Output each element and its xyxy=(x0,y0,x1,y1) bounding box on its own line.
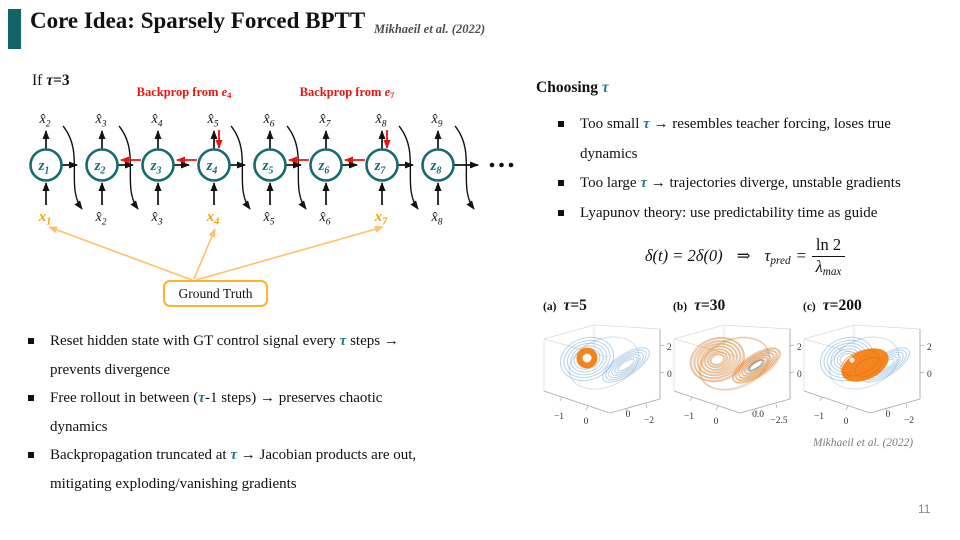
bullet-item xyxy=(558,110,958,169)
tick-label: 0.0 xyxy=(752,410,764,420)
bullet-marker-icon xyxy=(558,121,564,127)
plot-label-b: (b) τ=30 xyxy=(673,297,726,314)
formula-equals: = xyxy=(796,246,806,266)
bullet-item xyxy=(28,441,468,498)
predictability-time-formula xyxy=(590,236,900,279)
text-segment: τ xyxy=(563,297,571,314)
top-label: $x̂_3$ xyxy=(95,112,107,130)
node-label: $z_1$ xyxy=(38,158,50,177)
text-segment: τ xyxy=(230,447,238,463)
node-label: $z_4$ xyxy=(206,158,218,177)
text-segment: → trajectories diverge, unstable gradients xyxy=(647,175,901,191)
top-label: $x̂_4$ xyxy=(151,112,163,130)
top-label: $x̂_7$ xyxy=(319,112,331,130)
plots-citation: Mikhaeil et al. (2022) xyxy=(812,437,914,449)
top-label: $x̂_5$ xyxy=(207,112,219,130)
attractor-trajectories xyxy=(555,327,655,398)
ground-truth-box xyxy=(163,280,268,307)
text-segment: =5 xyxy=(570,297,587,314)
ellipsis-dot xyxy=(499,163,504,168)
text-segment: → Jacobian products are out, xyxy=(237,447,417,463)
text-segment: τ xyxy=(46,72,54,89)
tick-label: −1 xyxy=(553,412,565,422)
attractor-trajectories xyxy=(684,327,785,399)
tick-label: 0 xyxy=(843,417,849,427)
text-segment: 7 xyxy=(390,90,395,101)
left-bullet-list xyxy=(28,327,468,498)
bottom-label: $x̂_8$ xyxy=(431,210,443,228)
tick-label: −2.5 xyxy=(770,416,788,426)
node-label: $z_3$ xyxy=(150,158,162,177)
tick-label: 0 xyxy=(667,370,672,380)
bottom-label: $x_1$ xyxy=(38,209,52,228)
tick-label: 0 xyxy=(927,370,932,380)
attractor-trajectories xyxy=(815,327,915,398)
plot-label-a: (a) τ=5 xyxy=(543,297,587,314)
bullet-item xyxy=(558,169,958,199)
tick-label: 2 xyxy=(667,343,672,353)
text-segment: 4 xyxy=(227,90,232,101)
formula-lhs: δ(t) = 2δ(0) xyxy=(644,246,723,266)
text-segment: Too small xyxy=(580,116,644,132)
text-segment: Backpropagation truncated at xyxy=(50,447,231,463)
bptt-unrolled-diagram xyxy=(22,68,518,312)
bullet-text xyxy=(580,199,877,229)
bullet-text xyxy=(580,169,901,199)
text-segment: τ xyxy=(643,116,650,132)
formula-tau: τpred xyxy=(764,246,791,267)
bullet-text xyxy=(50,441,416,498)
text-segment: Choosing xyxy=(536,79,602,96)
attractor-plot-tau200 xyxy=(798,313,936,431)
text-segment: =30 xyxy=(700,297,726,314)
ground-truth-arrows xyxy=(49,227,383,280)
tick-label: 0 xyxy=(885,410,891,420)
node-label: $z_7$ xyxy=(374,158,386,177)
right-bullet-list xyxy=(558,110,958,228)
node-label: $z_6$ xyxy=(318,158,330,177)
tick-label: 0 xyxy=(583,417,589,427)
choosing-tau-heading xyxy=(536,79,609,97)
title-accent-bar xyxy=(8,9,21,49)
title-citation: Mikhaeil et al. (2022) xyxy=(374,22,486,36)
tick-label: 2 xyxy=(797,343,802,353)
text-segment: Too large xyxy=(580,175,641,191)
text-segment: Lyapunov theory: use predictability time as guide xyxy=(580,204,878,221)
text-segment: =200 xyxy=(829,297,862,314)
top-label: $x̂_9$ xyxy=(431,112,443,130)
text-segment: Backprop from xyxy=(136,85,222,99)
text-segment: prevents divergence xyxy=(50,361,171,378)
bottom-label: $x̂_3$ xyxy=(151,210,163,228)
plot-label-c: (c) τ=200 xyxy=(803,297,862,314)
tick-label: 0 xyxy=(713,417,719,427)
fraction-denominator: λmax xyxy=(815,256,842,278)
top-label: $x̂_8$ xyxy=(375,112,387,130)
tick-label: −2 xyxy=(903,416,915,426)
bullet-marker-icon xyxy=(558,210,564,216)
text-segment: Free rollout in between ( xyxy=(50,390,199,406)
page-title: Core Idea: Sparsely Forced BPTT xyxy=(30,8,366,33)
tick-label: 2 xyxy=(927,343,932,353)
text-segment: e xyxy=(384,85,391,99)
text-segment: τ xyxy=(822,297,830,314)
text-segment: τ xyxy=(694,297,701,314)
bullet-marker-icon xyxy=(28,452,34,458)
attractor-plot-tau5 xyxy=(538,313,676,431)
text-segment: =3 xyxy=(53,72,70,89)
text-segment: -1 steps) → preserves chaotic xyxy=(204,390,383,406)
node-label: $z_8$ xyxy=(430,158,442,177)
formula-fraction xyxy=(812,236,845,279)
text-segment: Backprop from xyxy=(299,85,385,99)
page-number: 11 xyxy=(918,502,931,516)
tick-label: 0 xyxy=(797,370,802,380)
node-label: $z_5$ xyxy=(262,158,274,177)
bullet-item xyxy=(28,384,468,441)
top-label: $x̂_2$ xyxy=(39,112,51,130)
attractor-plot-tau30 xyxy=(668,313,806,431)
bullet-text xyxy=(50,327,399,384)
text-segment: τ xyxy=(339,333,347,349)
bullet-marker-icon xyxy=(558,180,564,186)
bottom-label: $x̂_5$ xyxy=(263,210,275,228)
bullet-marker-icon xyxy=(28,338,34,344)
bullet-text xyxy=(50,384,382,441)
text-segment: mitigating exploding/vanishing gradients xyxy=(50,475,297,492)
bullet-text xyxy=(580,110,891,169)
bottom-label: $x_4$ xyxy=(206,209,220,228)
text-segment: τ xyxy=(640,175,647,191)
bullet-marker-icon xyxy=(28,395,34,401)
text-segment: dynamics xyxy=(580,145,638,162)
fraction-numerator: ln 2 xyxy=(812,236,845,257)
text-segment: τ xyxy=(198,390,205,406)
ground-truth-label: Ground Truth xyxy=(178,285,253,301)
implies-symbol: ⇒ xyxy=(736,246,751,266)
bottom-label: $x_7$ xyxy=(374,209,388,228)
tick-label: −1 xyxy=(683,412,695,422)
text-segment: If xyxy=(32,72,47,89)
bullet-item xyxy=(28,327,468,384)
text-segment: Reset hidden state with GT control signal every xyxy=(50,333,340,349)
node-label: $z_2$ xyxy=(94,158,106,177)
tick-label: −2 xyxy=(643,416,655,426)
bottom-label: $x̂_2$ xyxy=(95,210,107,228)
ellipsis-dot xyxy=(509,163,514,168)
bullet-item xyxy=(558,199,958,229)
bottom-label: $x̂_6$ xyxy=(319,210,331,228)
text-segment: dynamics xyxy=(50,418,108,435)
text-segment: e xyxy=(221,85,228,99)
tick-label: 0 xyxy=(625,410,631,420)
top-label: $x̂_6$ xyxy=(263,112,275,130)
text-segment: → resembles teacher forcing, loses true xyxy=(649,116,891,132)
ellipsis-dot xyxy=(490,163,495,168)
tick-label: −1 xyxy=(813,412,825,422)
text-segment: τ xyxy=(601,79,609,96)
text-segment: steps → xyxy=(346,333,399,349)
